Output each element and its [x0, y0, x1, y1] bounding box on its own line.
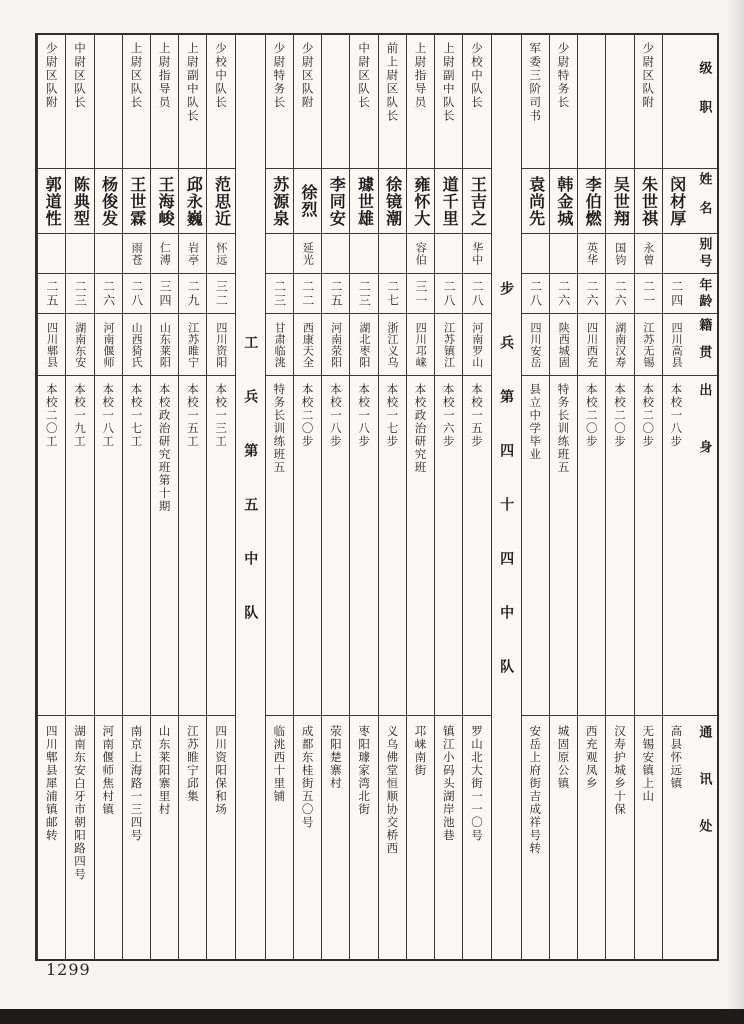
person-name: 李同安 — [322, 169, 349, 234]
person-column — [462, 35, 490, 959]
person-column — [634, 35, 662, 959]
person-address: 汉寿护城乡十保 — [612, 725, 627, 816]
person-address: 邛崃南街 — [413, 725, 428, 777]
person-alias — [379, 234, 406, 274]
header-address: 通讯处 — [696, 725, 712, 866]
person-origin: 本校一七步 — [379, 376, 406, 716]
person-rank: 中尉区队长 — [350, 35, 377, 169]
person-native-place: 甘肃临洮 — [266, 314, 293, 376]
person-name: 道千里 — [435, 169, 462, 234]
person-rank — [322, 35, 349, 169]
person-native-place: 河南偃师 — [95, 314, 122, 376]
person-name: 李伯燃 — [578, 169, 605, 234]
person-alias: 岩亭 — [179, 234, 206, 274]
person-age: 二四 — [663, 274, 690, 314]
person-column — [94, 35, 122, 959]
person-native-place: 陕西城固 — [550, 314, 577, 376]
person-rank: 少尉特务长 — [266, 35, 293, 169]
person-rank: 少尉区队附 — [635, 35, 662, 169]
person-column — [150, 35, 178, 959]
person-alias — [322, 234, 349, 274]
person-native-place: 山东莱阳 — [151, 314, 178, 376]
person-alias — [350, 234, 377, 274]
person-age: 二八 — [522, 274, 549, 314]
person-address: 山东莱阳寨里村 — [157, 725, 172, 816]
person-age: 三四 — [151, 274, 178, 314]
person-column — [293, 35, 321, 959]
person-alias — [435, 234, 462, 274]
person-name: 王海峻 — [151, 169, 178, 234]
person-alias: 仁溥 — [151, 234, 178, 274]
person-alias: 国钧 — [606, 234, 633, 274]
person-rank: 少校中队长 — [463, 35, 490, 169]
person-column — [37, 35, 65, 959]
person-name: 郭道性 — [38, 169, 65, 234]
person-column — [65, 35, 93, 959]
person-native-place: 江苏无锡 — [635, 314, 662, 376]
person-alias — [522, 234, 549, 274]
person-origin: 本校二〇步 — [294, 376, 321, 716]
person-address: 南京上海路一三四号 — [129, 725, 144, 842]
person-address: 湖南东安白牙市朝阳路四号 — [72, 725, 87, 881]
person-address: 河南偃师焦村镇 — [101, 725, 116, 816]
header-name: 姓名 — [690, 169, 717, 234]
person-column — [178, 35, 206, 959]
person-age: 二六 — [95, 274, 122, 314]
person-address: 江苏睢宁邱集 — [185, 725, 200, 803]
person-origin: 本校二〇步 — [606, 376, 633, 716]
person-native-place: 湖南东安 — [66, 314, 93, 376]
scan-bottom-bar — [0, 1009, 744, 1024]
person-address: 临洮西十里铺 — [272, 725, 287, 803]
person-rank: 上尉副中队长 — [179, 35, 206, 169]
person-native-place: 河南罗山 — [463, 314, 490, 376]
person-age: 二五 — [38, 274, 65, 314]
person-rank: 上尉区队长 — [123, 35, 150, 169]
person-column — [349, 35, 377, 959]
person-name: 袁尚先 — [522, 169, 549, 234]
scan-edge-shadow — [726, 0, 744, 1024]
person-origin: 本校二〇步 — [635, 376, 662, 716]
person-address: 城固原公镇 — [556, 725, 571, 790]
person-column — [605, 35, 633, 959]
person-rank — [95, 35, 122, 169]
person-origin: 本校一八步 — [322, 376, 349, 716]
person-rank — [663, 35, 690, 169]
person-rank: 上尉副中队长 — [435, 35, 462, 169]
person-name: 韩金城 — [550, 169, 577, 234]
person-rank: 上尉指导员 — [407, 35, 434, 169]
person-rank: 少尉特务长 — [550, 35, 577, 169]
person-alias: 永曾 — [635, 234, 662, 274]
person-alias — [95, 234, 122, 274]
page-number: 1299 — [46, 960, 91, 979]
person-address: 无锡安镇上山 — [641, 725, 656, 803]
person-age: 二六 — [550, 274, 577, 314]
person-alias — [663, 234, 690, 274]
person-origin: 特务长训练班五 — [550, 376, 577, 716]
person-age: 二八 — [435, 274, 462, 314]
person-column — [321, 35, 349, 959]
person-address: 镇江小码头湖岸池巷 — [441, 725, 456, 842]
person-alias — [266, 234, 293, 274]
person-rank: 少尉区队附 — [294, 35, 321, 169]
person-address: 安岳上府街吉成祥号转 — [528, 725, 543, 855]
person-age: 二六 — [578, 274, 605, 314]
person-address: 枣阳璩家湾北街 — [357, 725, 372, 816]
person-address: 四川资阳保和场 — [214, 725, 229, 816]
person-address: 西充观凤乡 — [584, 725, 599, 790]
person-rank: 军委三阶司书 — [522, 35, 549, 169]
person-native-place: 湖南汉寿 — [606, 314, 633, 376]
person-column — [265, 35, 293, 959]
person-name: 吴世翔 — [606, 169, 633, 234]
person-alias — [550, 234, 577, 274]
person-name: 范思近 — [207, 169, 234, 234]
person-age: 二三 — [66, 274, 93, 314]
person-alias: 怀远 — [207, 234, 234, 274]
person-rank: 少尉区队附 — [38, 35, 65, 169]
person-age: 二三 — [350, 274, 377, 314]
person-native-place: 西康天全 — [294, 314, 321, 376]
person-age: 二二 — [294, 274, 321, 314]
person-column — [406, 35, 434, 959]
person-name: 陈典型 — [66, 169, 93, 234]
person-alias: 延光 — [294, 234, 321, 274]
person-native-place: 四川郫县 — [38, 314, 65, 376]
person-column — [521, 35, 549, 959]
person-alias: 雨苍 — [123, 234, 150, 274]
person-alias: 容伯 — [407, 234, 434, 274]
person-column — [206, 35, 234, 959]
person-column — [378, 35, 406, 959]
header-alias: 别号 — [690, 234, 717, 274]
person-name: 朱世祺 — [635, 169, 662, 234]
person-age: 三二 — [207, 274, 234, 314]
person-address: 高县怀远镇 — [669, 725, 684, 790]
person-origin: 本校一三工 — [207, 376, 234, 716]
roster-table — [35, 33, 719, 961]
person-age: 二三 — [266, 274, 293, 314]
person-name: 杨俊发 — [95, 169, 122, 234]
person-native-place: 四川西充 — [578, 314, 605, 376]
person-alias — [38, 234, 65, 274]
person-alias: 英华 — [578, 234, 605, 274]
person-address: 四川郫县犀浦镇邮转 — [44, 725, 59, 842]
table-header-column — [690, 35, 717, 959]
person-age: 二九 — [179, 274, 206, 314]
person-name: 王世霖 — [123, 169, 150, 234]
person-origin: 本校一八工 — [95, 376, 122, 716]
person-age: 三一 — [407, 274, 434, 314]
person-native-place: 四川邛崃 — [407, 314, 434, 376]
person-native-place: 浙江义乌 — [379, 314, 406, 376]
person-native-place: 四川高县 — [663, 314, 690, 376]
person-rank: 中尉区队长 — [66, 35, 93, 169]
person-native-place: 河南荥阳 — [322, 314, 349, 376]
person-address: 成都东桂街五〇号 — [300, 725, 315, 829]
person-address: 罗山北大街一一〇号 — [470, 725, 485, 842]
person-address: 义乌佛堂恒顺协交桥西 — [385, 725, 400, 855]
person-column — [434, 35, 462, 959]
person-origin: 本校政治研究班 — [407, 376, 434, 716]
person-age: 二八 — [463, 274, 490, 314]
person-name: 璩世雄 — [350, 169, 377, 234]
person-origin: 本校一八步 — [663, 376, 690, 716]
section-title: 步兵第四十四中队 — [498, 281, 515, 713]
person-alias — [66, 234, 93, 274]
person-native-place: 山西猗氏 — [123, 314, 150, 376]
person-name: 雍怀大 — [407, 169, 434, 234]
person-column — [662, 35, 690, 959]
person-rank — [578, 35, 605, 169]
person-name: 徐镜潮 — [379, 169, 406, 234]
person-native-place: 湖北枣阳 — [350, 314, 377, 376]
person-alias: 华中 — [463, 234, 490, 274]
person-rank: 少校中队长 — [207, 35, 234, 169]
person-column — [577, 35, 605, 959]
person-origin: 本校一五工 — [179, 376, 206, 716]
person-native-place: 江苏睢宁 — [179, 314, 206, 376]
person-name: 邱永巍 — [179, 169, 206, 234]
person-name: 王吉之 — [463, 169, 490, 234]
header-rank: 级职 — [690, 35, 717, 169]
person-column — [549, 35, 577, 959]
person-age: 二一 — [635, 274, 662, 314]
person-address: 荥阳楚寨村 — [328, 725, 343, 790]
person-origin: 特务长训练班五 — [266, 376, 293, 716]
section-title: 工兵第五中队 — [242, 335, 259, 659]
person-name: 徐烈 — [294, 169, 321, 234]
person-origin: 本校二〇工 — [38, 376, 65, 716]
section-divider-column — [235, 35, 265, 959]
person-origin: 本校政治研究班第十期 — [151, 376, 178, 716]
person-rank: 前上尉区队长 — [379, 35, 406, 169]
person-origin: 本校一五步 — [463, 376, 490, 716]
person-origin: 本校一七工 — [123, 376, 150, 716]
person-age: 二五 — [322, 274, 349, 314]
section-divider-column — [491, 35, 521, 959]
person-origin: 县立中学毕业 — [522, 376, 549, 716]
person-origin: 本校一九工 — [66, 376, 93, 716]
person-name: 苏源泉 — [266, 169, 293, 234]
person-age: 二八 — [123, 274, 150, 314]
person-rank — [606, 35, 633, 169]
person-rank: 上尉指导员 — [151, 35, 178, 169]
person-origin: 本校二〇步 — [578, 376, 605, 716]
person-native-place: 四川资阳 — [207, 314, 234, 376]
person-age: 二七 — [379, 274, 406, 314]
header-origin: 出身 — [690, 376, 717, 716]
person-column — [122, 35, 150, 959]
person-native-place: 江苏镇江 — [435, 314, 462, 376]
person-name: 闵材厚 — [663, 169, 690, 234]
person-age: 二六 — [606, 274, 633, 314]
header-age: 年龄 — [690, 274, 717, 314]
person-origin: 本校一八步 — [350, 376, 377, 716]
person-origin: 本校一六步 — [435, 376, 462, 716]
header-native-place: 籍贯 — [690, 314, 717, 376]
person-native-place: 四川安岳 — [522, 314, 549, 376]
